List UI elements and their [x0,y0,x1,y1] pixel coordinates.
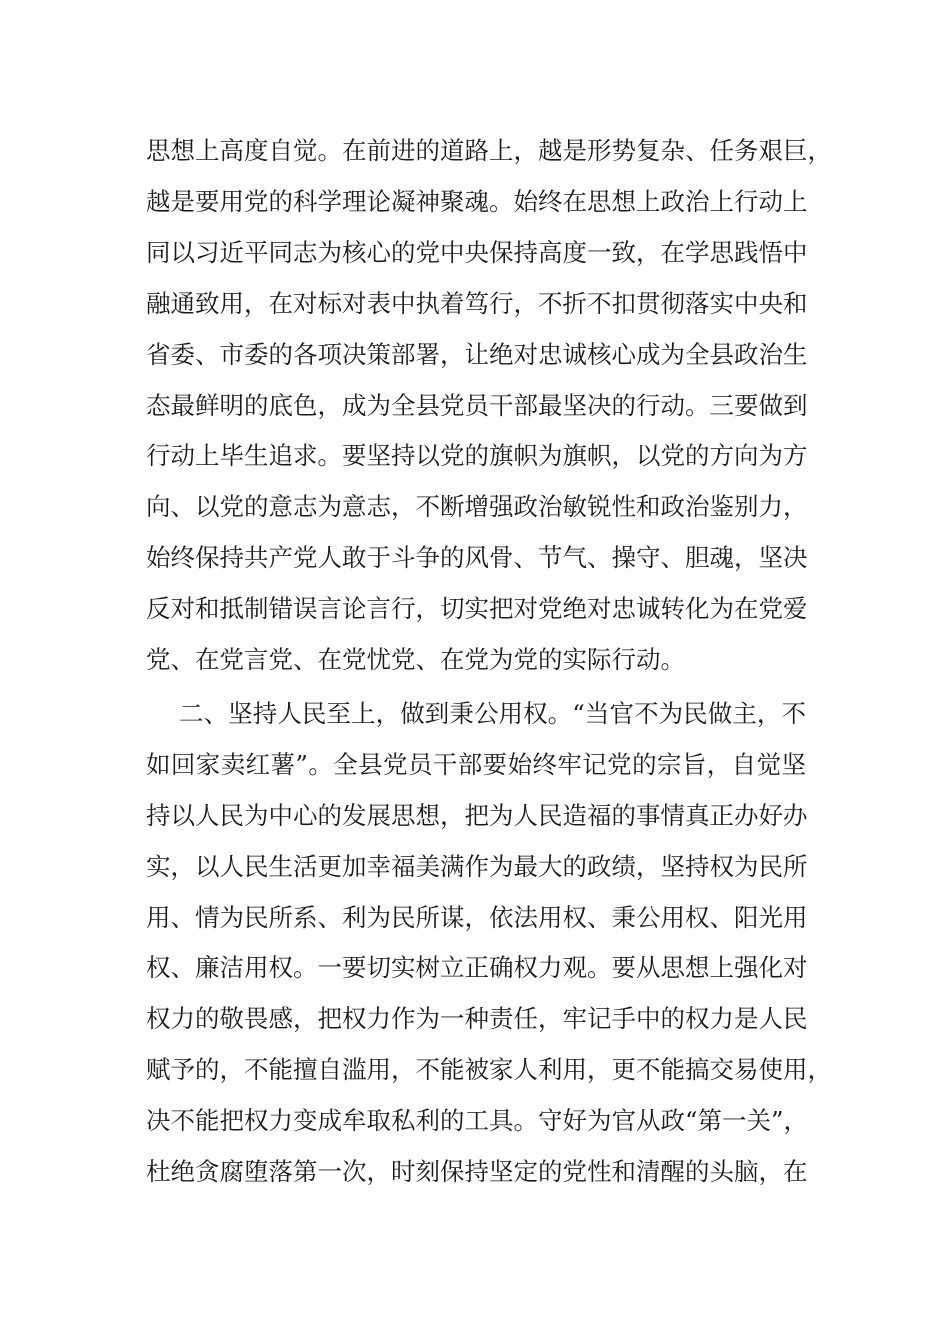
text-line: 持以人民为中心的发展思想，把为人民造福的事情真正办好办 [146,801,808,830]
text-line: 杜绝贪腐堕落第一次，时刻保持坚定的党性和清醒的头脑，在 [146,1157,808,1186]
text-line: 党、在党言党、在党忧党、在党为党的实际行动。 [146,645,685,674]
text-line: 同以习近平同志为核心的党中央保持高度一致，在学思践悟中 [146,238,808,267]
text-line: 向、以党的意志为意志，不断增强政治敏锐性和政治鉴别力， [146,492,808,521]
text-line: 态最鲜明的底色，成为全县党员干部最坚决的行动。三要做到 [146,391,808,420]
text-line: 思想上高度自觉。在前进的道路上，越是形势复杂、任务艰巨， [146,136,832,165]
text-line: 赋予的，不能擅自滥用，不能被家人利用，更不能搞交易使用， [146,1055,832,1084]
text-line: 如回家卖红薯”。全县党员干部要始终牢记党的宗旨，自觉坚 [146,750,806,779]
text-line: 始终保持共产党人敢于斗争的风骨、节气、操守、胆魂，坚决 [146,543,808,572]
text-line: 行动上毕生追求。要坚持以党的旗帜为旗帜，以党的方向为方 [146,441,808,470]
text-line: 反对和抵制错误言论言行，切实把对党绝对忠诚转化为在党爱 [146,594,808,623]
text-line: 二、坚持人民至上，做到秉公用权。“当官不为民做主，不 [179,699,806,728]
text-line: 实，以人民生活更加幸福美满作为最大的政绩，坚持权为民所 [146,852,808,881]
text-line: 越是要用党的科学理论凝神聚魂。始终在思想上政治上行动上 [146,187,808,216]
text-line: 省委、市委的各项决策部署，让绝对忠诚核心成为全县政治生 [146,340,808,369]
text-line: 权力的敬畏感，把权力作为一种责任，牢记手中的权力是人民 [146,1004,808,1033]
text-line: 权、廉洁用权。一要切实树立正确权力观。要从思想上强化对 [146,953,808,982]
text-line: 融通致用，在对标对表中执着笃行，不折不扣贯彻落实中央和 [146,289,808,318]
text-line: 决不能把权力变成牟取私利的工具。守好为官从政“第一关”， [146,1106,809,1135]
text-line: 用、情为民所系、利为民所谋，依法用权、秉公用权、阳光用 [146,903,808,932]
